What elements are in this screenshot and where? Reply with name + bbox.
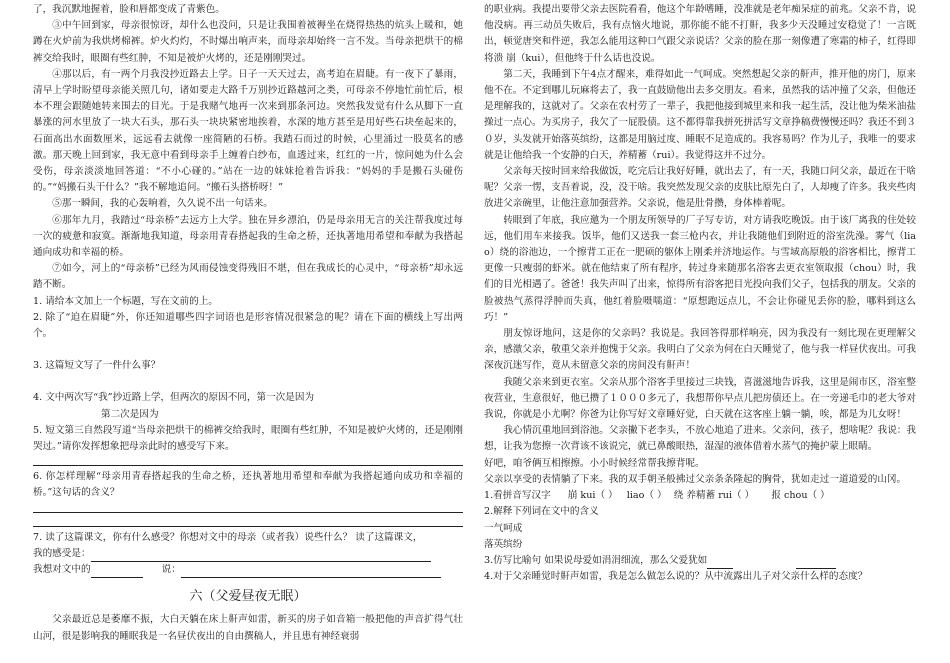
section-title: 六（父爱昼夜无眠） (189, 589, 307, 605)
answer-line[interactable] (33, 502, 463, 513)
passage-paragraph: ④那以后，有一两个月我没抄近路去上学。日子一天天过去，高考迫在眉睫。有一夜下了暴雨，清早上学时盼望母亲能关照几句，诸如要走大路千万别抄近路越河之类，可母亲不停地忙前忙后，根本不理会跟随她转来围去的目光。于是我赌气地再一次来到那条河边。突然我发觉有什么从脚下一直暴涨的河水里放了一块大石头，那石头一块块紧密地挨着，水深的地方甚至是用好些石块垒起来的，石面高出水面数厘米，远远看去就像一座简陋的石桥。我踏石而过的时候，心里涌过一股莫名的感激。那天晚上回到家，我无意中看到母亲手上缠着白纱布，血透过来，红红的一片，惊问她为什么会受伤，母亲淡淡地回答道：“不小心碰的。”站在一边的妹妹抢着告诉我：“妈妈的手是搬石头碰伤的。”“妈搬石头干什么？”我不解地追问。“搬石头搭桥呀！” (33, 68, 463, 194)
right-column (484, 2, 916, 585)
passage-paragraph: ③中午回到家，母亲很惊讶，却什么也没问，只是让我围着被褥坐在烧得热热的炕头上暖和，她蹲在火炉前为我烘烤棉裤。炉火灼灼，不时爆出响声来，而母亲却始终一言不发。当母亲把烘干的棉裤交给我时，眼圈有些红肿，不知是被炉火烤的，还是刚刚哭过。 (33, 20, 463, 64)
question-5: 5. 短文第三自然段写道“当母亲把烘干的棉裤交给我时，眼圈有些红肿，不知是被炉火烤的，还是刚刚哭过。”请你发挥想象把母亲此时的感受写下来。 (33, 424, 463, 453)
question-4: 4. 文中两次写“我”抄近路上学，但两次的原因不同，第一次是因为 (33, 392, 315, 404)
passage-paragraph: 了，我沉默地握着，脸和唇都变成了青紫色。 (33, 4, 225, 15)
question-pinyin (484, 488, 916, 504)
question-6: 6. 你怎样理解“母亲用青春搭起我的生命之桥，还执著地用希望和奉献为我搭起通向成功和幸福的桥。”这句话的含义？ (33, 471, 463, 499)
passage-paragraph: ⑤那一瞬间，我的心轰响着，久久说不出一句话来。 (52, 198, 273, 210)
question-1: 1. 请给本文加上一个标题，写在文前的上。 (33, 295, 218, 307)
question-4-second: 第二次是因为 (101, 408, 159, 420)
story-paragraph: 父亲每天按时回来给我做饭，吃完后让我好好睡，就出去了，有一天，我随口问父亲，最近在干啥呢？父亲一愣，支吾着说，没，没干啥。我突然发现父亲的皮肤比原先白了，人却瘦了许多。我夹些肉放进父亲碗里，让他注意加强营养。父亲说，他是肚骨攒，身体棒着呢。 (484, 166, 916, 210)
term: 落英缤纷 (484, 538, 523, 550)
question-3: 3. 这篇短文写了一件什么事？ (33, 360, 161, 372)
answer-space[interactable] (33, 342, 463, 358)
question-7: 7. 读了这篇课文，你有什么感受？你想对文中的母亲（或者我）说些什么？ 读了这篇课文， (33, 531, 423, 543)
story-paragraph: 的职业病。我提出要带父亲去医院看看，他这个年龄嗜睡，没准就是老年痴呆症的前兆。父亲不肯，说他没病。再三动员失败后，我有点恼火地说，那你能不能不打鼾，我多少天没睡过安稳觉了！一言既出，顿觉唐突和件逆，我怎么能用这种口气跟父亲说话？父亲的脸在那一刻像遭了寒霜的柿子，红得即将溃 崩（kui），但他终于什么话也没说。 (484, 4, 916, 64)
answer-space[interactable] (33, 374, 463, 390)
pinyin-item[interactable]: 崩 kui（ ） (567, 490, 618, 502)
pinyin-item[interactable]: 报 chou（ ） (771, 490, 830, 502)
story-paragraph: 我心情沉重地回到浴池。父亲撇下老李头，不放心地追了进来。父亲问，孩子，想啥呢？我说：我想，让我为您擦一次背该不该说完，就已鼻酸眼热，湿湿的液体借着水蒸气的掩护蒙上眼睛。 (484, 425, 916, 453)
question-1-label: 1.看拼音写汉字 (484, 490, 551, 502)
question-2: 2. 除了“迫在眉睫”外，你还知道哪些四字词语也是形容情况很紧急的呢？请在下面的横线上写出两个。 (33, 311, 463, 340)
answer-line[interactable] (33, 516, 463, 527)
feeling-blank[interactable] (91, 549, 431, 562)
pinyin-item[interactable]: liao（ ） (626, 490, 667, 502)
story-paragraph: 好吧，咱爷俩互相擦擦。小小时候经常帮我擦背呢。 (484, 457, 705, 469)
say-label-2: 说： (161, 564, 181, 576)
story-paragraph: 第二天，我睡到下午4点才醒来，难得如此一气呵成。突然想起父亲的鼾声，推开他的房门，原来他不在。不定到哪儿玩麻将去了，我一直鼓励他出去多交朋友。看来，虽然我的话冲撞了父亲，但他还是理解我的，这就对了。父亲在农村劳了一辈子，我把他接到城里来和我一起生活，没让他为柴米油盐操过一点心。为买房子，我欠了一屁股债。这不都得靠我拼死拼活写文章挣稿费慢慢还吗？我还不到３０岁，头发就开始落英缤纷，这都是用脑过度、睡眠不足造成的。我容易吗？作为儿子，我唯一的要求就是让他给我一个安静的白天，养精蓄（rui）。我觉得这并不过分。 (484, 68, 916, 161)
story-paragraph: 我随父亲来到更衣室。父亲从那个浴客手里接过三块钱，喜滋滋地告诉我，这里是闹市区，浴室整夜营业，生意很好，他已攒了１０００多元了，我想帮你早点儿把房债还上。在一旁递毛巾的老大爷对我说，你就是小尤啊？你爸为让你写好文章睡好觉，白天就在这客座上躺一躺，唉，都是为儿女呀！ (484, 376, 916, 421)
simile-blank[interactable] (707, 556, 733, 569)
story-paragraph: 父亲以享受的表情躺了下来。我的双手朝圣般拂过父亲条条隆起的胸骨，犹如走过一道道爱的山冈。 (484, 473, 907, 485)
simile-blank-2[interactable] (796, 556, 836, 569)
question-4-right: 4.对于父亲睡觉时鼾声如雷，我是怎么做怎么说的？从中流露出儿子对父亲什么样的态度？ (484, 571, 868, 583)
question-7-say (33, 562, 463, 578)
say-blank[interactable] (181, 565, 441, 578)
passage-paragraph: ⑥那年九月，我踏过“母亲桥”去远方上大学。独在异乡漂泊，仍是母亲用无言的关注帮我度过每一次的疲惫和寂寞。渐渐地我知道，母亲用青春搭起我的生命之桥，还执著地用希望和奉献为我搭起通向成功和幸福的桥。 (33, 214, 463, 259)
story-paragraph: 朋友惊讶地问，这是你的父亲吗？我说是。我回答得那样响亮，因为我没有一刻比现在更理解父亲，感激父亲，敬重父亲并抱愧于父亲。我明白了父亲为何在白天睡觉了，他与我一样昼伏夜出。可我深夜沉迷写作，竟从未留意父亲的房间没有鼾声！ (484, 328, 916, 372)
feeling-label: 我的感受是： (33, 547, 91, 559)
simile-prompt: 3.仿写比喻句 如果说母爱如涓涓细流，那么父爱犹如 (484, 554, 708, 566)
answer-line[interactable] (33, 455, 463, 466)
left-column (33, 2, 463, 645)
story-paragraph: 转眼到了年底，我应邀为一个朋友所领导的厂子写专访，对方请我吃晚饭。由于该厂离我的住处较远，他们用车来接我。饭毕，他们又送我一套三枪内衣，并让我随他们到附近的浴室洗澡。雾气（liao）绕的浴池边，一个擦背工正在一肥硕的躯体上刚柔并济地运作。与雪域高原般的浴客相比，擦背工更像一只瘦弱的虾米。就在他结束了所有程序，转过身来随那名浴客去更衣室领取报（chou）时，我们的目光相遇了。爸爸！我失声叫了出来，惊得所有浴客把目光投向我们父子，包括我的朋友。父亲的脸被热气蒸得浮肿而失真，他红着脸嗫嚅道：“原想跑远点儿，不会让你碰见丢你的脸，哪料到这么巧！” (484, 214, 916, 323)
say-label: 我想对文中的 (33, 564, 91, 576)
addressee-blank[interactable] (91, 565, 143, 578)
story-paragraph: 父亲最近总是萎靡不振，大白天躺在床上鼾声如雷，新买的房子如音箱一般把他的声音扩得气壮山河，很是影响我的睡眠我是一名昼伏夜出的自由撰稿人，并且患有神经衰弱 (33, 614, 463, 642)
question-explain: 2.解释下列词在文中的含义 (484, 506, 599, 518)
pinyin-item[interactable]: 绕 养精蓄 rui（ ） (673, 490, 755, 502)
question-7-feeling (33, 546, 463, 562)
question-simile (484, 553, 916, 569)
passage-paragraph: ⑦如今，河上的“母亲桥”已经为风雨侵蚀变得残旧不堪，但在我成长的心灵中，“母亲桥”却永远踏不断。 (33, 263, 463, 291)
term: 一气呵成 (484, 522, 523, 534)
